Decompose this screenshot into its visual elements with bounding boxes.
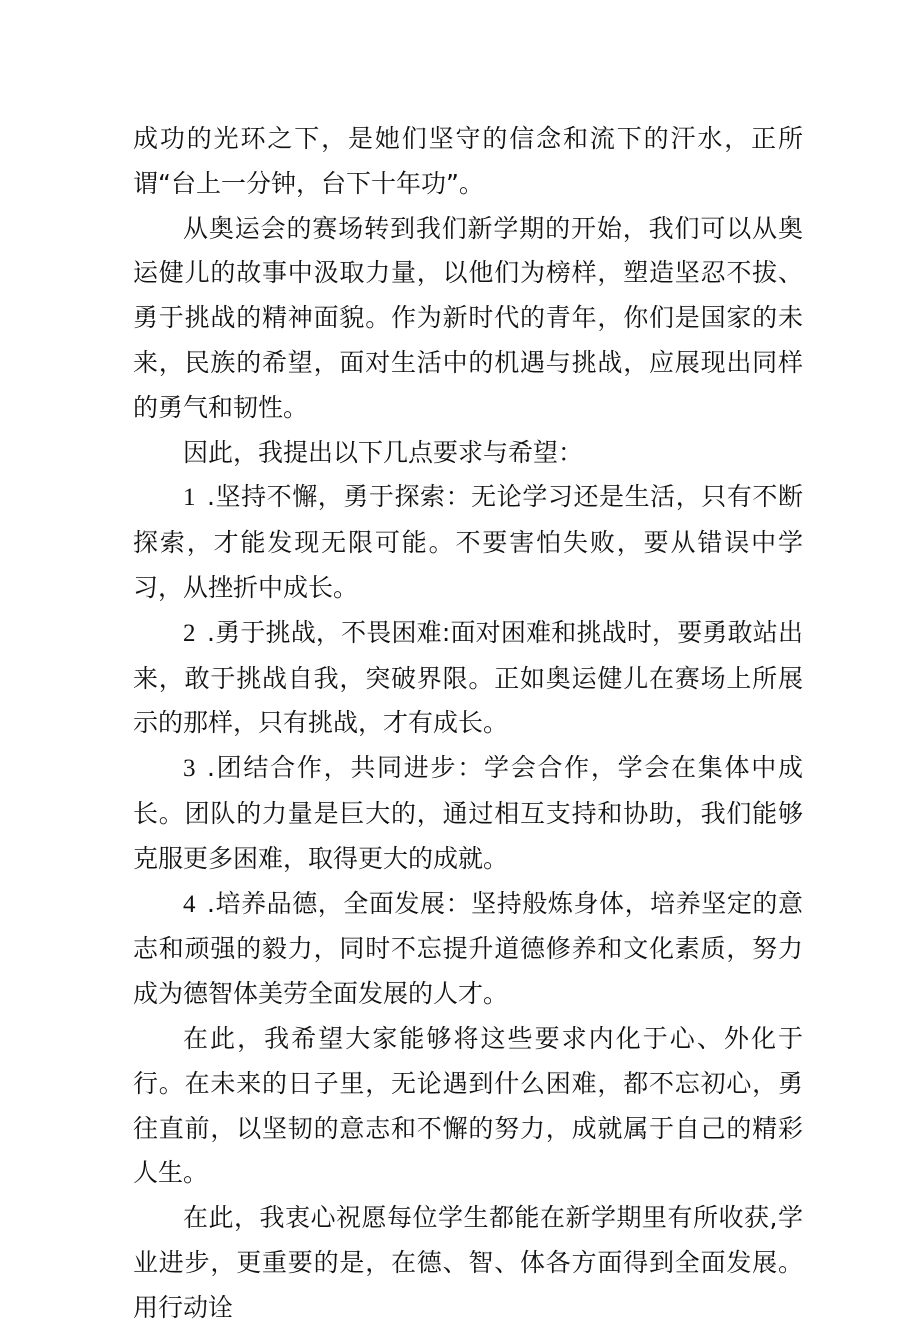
paragraph-wishes: 在此，我衷心祝愿每位学生都能在新学期里有所收获,学业进步，更重要的是，在德、智、体各方面得到全面发展。用行动诠 [133, 1203, 803, 1322]
list-number: 1 [183, 484, 196, 512]
list-item-text: .坚持不懈，勇于探索：无论学习还是生活，只有不断探索，才能发现无限可能。不要害怕失败，要从错误中学习，从挫折中成长。 [133, 482, 803, 602]
list-number: 3 [183, 755, 196, 783]
paragraph-requirements-intro: 因此，我提出以下几点要求与希望： [183, 437, 584, 467]
list-number: 2 [183, 619, 196, 647]
paragraph-olympics: 从奥运会的赛场转到我们新学期的开始，我们可以从奥运健儿的故事中汲取力量，以他们为榜样，塑造坚忍不拔、勇于挑战的精神面貌。作为新时代的青年，你们是国家的未来，民族的希望，面对生活中的机遇与挑战，应展现出同样的勇气和韧性。 [133, 213, 803, 422]
list-number: 4 [183, 890, 196, 918]
list-item-text: .培养品德，全面发展：坚持般炼身体，培养坚定的意志和顽强的毅力，同时不忘提升道德修养和文化素质，努力成为德智体美劳全面发展的人才。 [133, 888, 803, 1009]
list-item-text: .勇于挑战，不畏困难:面对困难和挑战时，要勇敢站出来，敢于挑战自我，突破界限。正如奥运健儿在赛场上所展示的那样，只有挑战，才有成长。 [133, 617, 803, 738]
list-item-4 [133, 882, 803, 1017]
list-item-3 [133, 746, 803, 881]
list-item-1 [133, 475, 803, 610]
paragraph-hope: 在此，我希望大家能够将这些要求内化于心、外化于行。在未来的日子里，无论遇到什么困难，都不忘初心，勇往直前，以坚韧的意志和不懈的努力，成就属于自己的精彩人生。 [133, 1023, 803, 1188]
document-body [133, 117, 803, 1331]
paragraph-continuation: 成功的光环之下，是她们坚守的信念和流下的汗水，正所谓“台上一分钟，台下十年功”。 [133, 124, 803, 198]
list-item-2 [133, 611, 803, 746]
list-item-text: .团结合作，共同进步：学会合作，学会在集体中成长。团队的力量是巨大的，通过相互支持和协助，我们能够克服更多困难，取得更大的成就。 [133, 753, 803, 873]
